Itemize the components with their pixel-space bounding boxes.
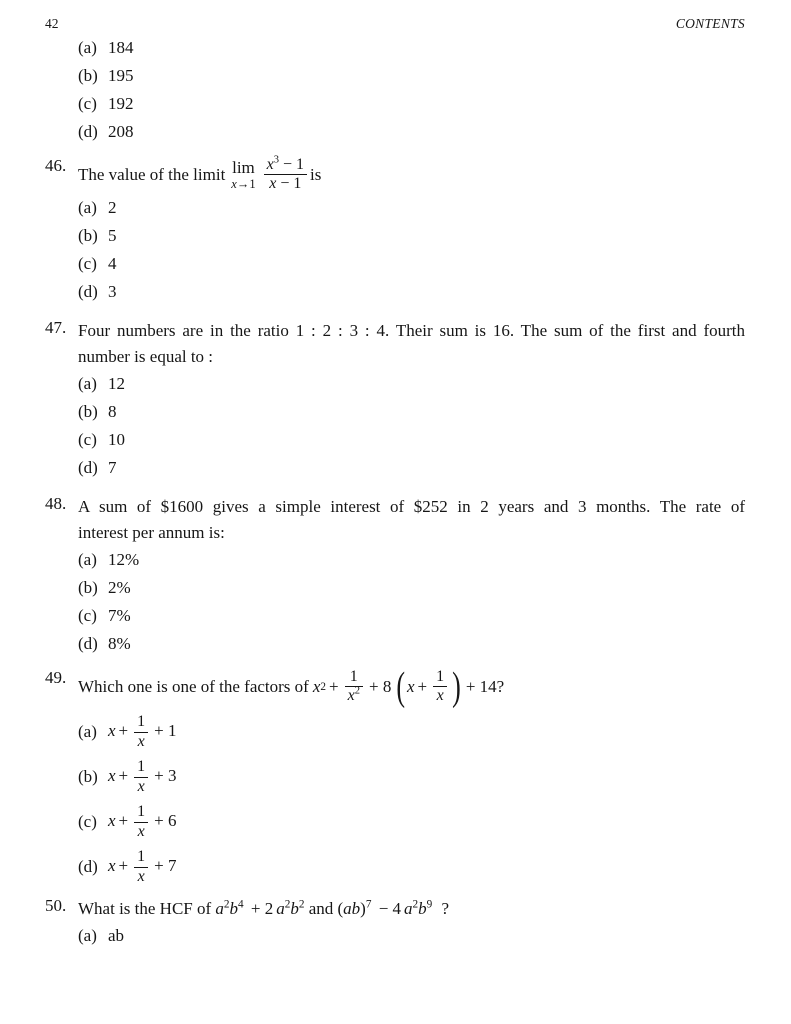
- option-label: (a): [78, 925, 97, 945]
- page-number: 42: [45, 16, 59, 31]
- option-math: x + $\frac{1}{x}$ + 7: [108, 848, 177, 885]
- option-value: 3: [108, 281, 117, 301]
- option-value: 12%: [108, 549, 140, 569]
- option-value: 184: [108, 38, 134, 57]
- question-48: [45, 494, 745, 546]
- question-text: Which one is one of the factors of x 2 + $\frac{1}{x^2}$ + 8 ( x + $\frac{1}{x}$ ) + 14?: [78, 663, 505, 709]
- option-row: [78, 198, 745, 226]
- fraction-numerator: $x^3 - 1$: [266, 154, 305, 173]
- option-label: (b): [78, 767, 98, 787]
- math-tail: + 14?: [465, 676, 505, 696]
- question-line-1: Four numbers are in the ratio 1 : 2 : 3 : 4. Their sum is 16. The sum of the first and fourth: [78, 320, 745, 340]
- question-48-options: [45, 550, 745, 662]
- fraction-numerator: 1: [436, 667, 445, 685]
- option-value: 10: [108, 429, 125, 449]
- question-number: 46.: [45, 156, 67, 175]
- question-text: [78, 494, 745, 546]
- option-math: x + $\frac{1}{x}$ + 1: [108, 713, 177, 750]
- option-label: (b): [78, 401, 98, 421]
- question-text: What is the HCF of $a^2b^4 + 2$ $a^2b^2$ and (ab)$^7$ − 4 $a^2b^9$ ?: [78, 897, 450, 918]
- option-label: (b): [78, 66, 98, 85]
- option-row: [78, 578, 745, 606]
- option-row: [78, 122, 745, 150]
- option-row: [78, 606, 745, 634]
- fraction-denominator: x: [433, 686, 447, 705]
- fraction: $\frac{1}{x}$: [134, 848, 148, 886]
- fraction: $\frac{1}{x}$: [134, 803, 148, 841]
- question-mark: ?: [441, 898, 450, 918]
- math-var: b: [418, 898, 427, 918]
- option-row: [78, 38, 745, 66]
- option-math: x + $\frac{1}{x}$ + 6: [108, 803, 177, 840]
- question-47-options: [45, 374, 745, 486]
- math-var: ab: [343, 898, 361, 918]
- option-label: (d): [78, 122, 98, 141]
- option-value: 2: [108, 197, 117, 217]
- question-number: 47.: [45, 317, 67, 337]
- fraction-numerator: 1: [349, 667, 358, 685]
- math-var: x: [312, 676, 321, 696]
- page-header: [45, 16, 745, 34]
- right-paren: ): [452, 663, 461, 709]
- question-number: 50.: [45, 895, 67, 915]
- question-46: [45, 156, 745, 194]
- question-line-1: A sum of $1600 gives a simple interest of $252 in 2 years and 3 months. The rate of: [78, 496, 745, 516]
- fraction: [433, 668, 447, 706]
- option-label: (b): [78, 225, 98, 245]
- paren-close: ): [360, 898, 366, 918]
- option-label: (c): [78, 605, 97, 625]
- option-row: [78, 254, 745, 282]
- option-row: [78, 282, 745, 310]
- option-value: 7: [108, 457, 117, 477]
- math-operator: +: [417, 676, 428, 696]
- option-value: 7%: [108, 605, 131, 625]
- option-label: (d): [78, 633, 98, 653]
- question-46-options: [45, 198, 745, 310]
- prev-question-options: [45, 38, 745, 150]
- question-text-before: Which one is one of the factors of: [78, 676, 309, 696]
- paren-open: (: [337, 898, 344, 918]
- option-row: [78, 66, 745, 94]
- question-text: [78, 318, 745, 370]
- question-text-before: The value of the limit: [78, 164, 226, 184]
- math-var: b: [229, 898, 239, 918]
- question-50-options: [45, 926, 745, 954]
- option-label: (a): [78, 722, 97, 742]
- option-label: (c): [78, 812, 97, 832]
- question-49: [45, 663, 745, 709]
- option-row: [78, 926, 745, 954]
- option-label: (c): [78, 429, 97, 449]
- math-operator: − 4: [378, 898, 402, 918]
- option-label: (c): [78, 253, 97, 273]
- question-49-options: [45, 710, 745, 890]
- question-50: [45, 896, 745, 922]
- option-row: [78, 800, 745, 845]
- math-var: b: [290, 898, 299, 918]
- option-value: 12: [108, 373, 125, 393]
- lim-word: lim: [232, 158, 255, 178]
- option-value: 195: [108, 66, 134, 85]
- option-label: (d): [78, 281, 98, 301]
- option-value: 8: [108, 401, 117, 421]
- question-text-after: is: [310, 164, 322, 184]
- option-row: [78, 374, 745, 402]
- question-number: 49.: [45, 667, 67, 687]
- option-row: [78, 550, 745, 578]
- option-value: 4: [108, 253, 117, 273]
- option-row: [78, 710, 745, 755]
- option-value: ab: [108, 925, 125, 945]
- option-value: 5: [108, 225, 117, 245]
- option-row: [78, 226, 745, 254]
- option-row: [78, 458, 745, 486]
- option-row: [78, 634, 745, 662]
- option-row: [78, 430, 745, 458]
- option-value: 8%: [108, 633, 131, 653]
- math-operator: +: [329, 676, 339, 696]
- fraction: $\frac{1}{x}$: [134, 758, 148, 796]
- question-text-before: What is the HCF of: [78, 898, 212, 918]
- question-47: [45, 318, 745, 370]
- question-line-2: number is equal to :: [78, 346, 214, 366]
- question-text: [78, 156, 745, 194]
- fraction-denominator: $x^2$: [345, 686, 363, 705]
- fraction: $\frac{1}{x}$: [134, 713, 148, 751]
- option-math: x + $\frac{1}{x}$ + 3: [108, 758, 177, 795]
- fraction: [345, 668, 363, 706]
- option-label: (a): [78, 373, 97, 393]
- conjunction: and: [308, 898, 334, 918]
- math-operator: + 8: [368, 676, 392, 696]
- option-row: [78, 94, 745, 122]
- option-value: 208: [108, 122, 134, 141]
- option-row: [78, 845, 745, 890]
- option-value: 192: [108, 94, 134, 113]
- option-label: (a): [78, 197, 97, 217]
- question-line-2: interest per annum is:: [78, 522, 225, 542]
- option-row: [78, 402, 745, 430]
- option-label: (d): [78, 857, 98, 877]
- option-row: [78, 755, 745, 800]
- left-paren: (: [396, 663, 405, 709]
- option-label: (a): [78, 549, 97, 569]
- question-number: 48.: [45, 493, 67, 513]
- math-var: a: [404, 898, 413, 918]
- option-value: 2%: [108, 577, 131, 597]
- option-label: (b): [78, 577, 98, 597]
- limit-operator: [231, 159, 255, 191]
- math-var: x: [407, 676, 415, 696]
- math-var: a: [276, 898, 285, 918]
- fraction-denominator: x − 1: [264, 174, 307, 193]
- option-label: (a): [78, 38, 97, 57]
- lim-subscript: x→1: [231, 177, 256, 192]
- math-operator: + 2: [250, 898, 274, 918]
- fraction: [264, 156, 307, 194]
- math-var: a: [215, 898, 224, 918]
- option-label: (c): [78, 94, 97, 113]
- running-header: CONTENTS: [675, 16, 745, 31]
- option-label: (d): [78, 457, 98, 477]
